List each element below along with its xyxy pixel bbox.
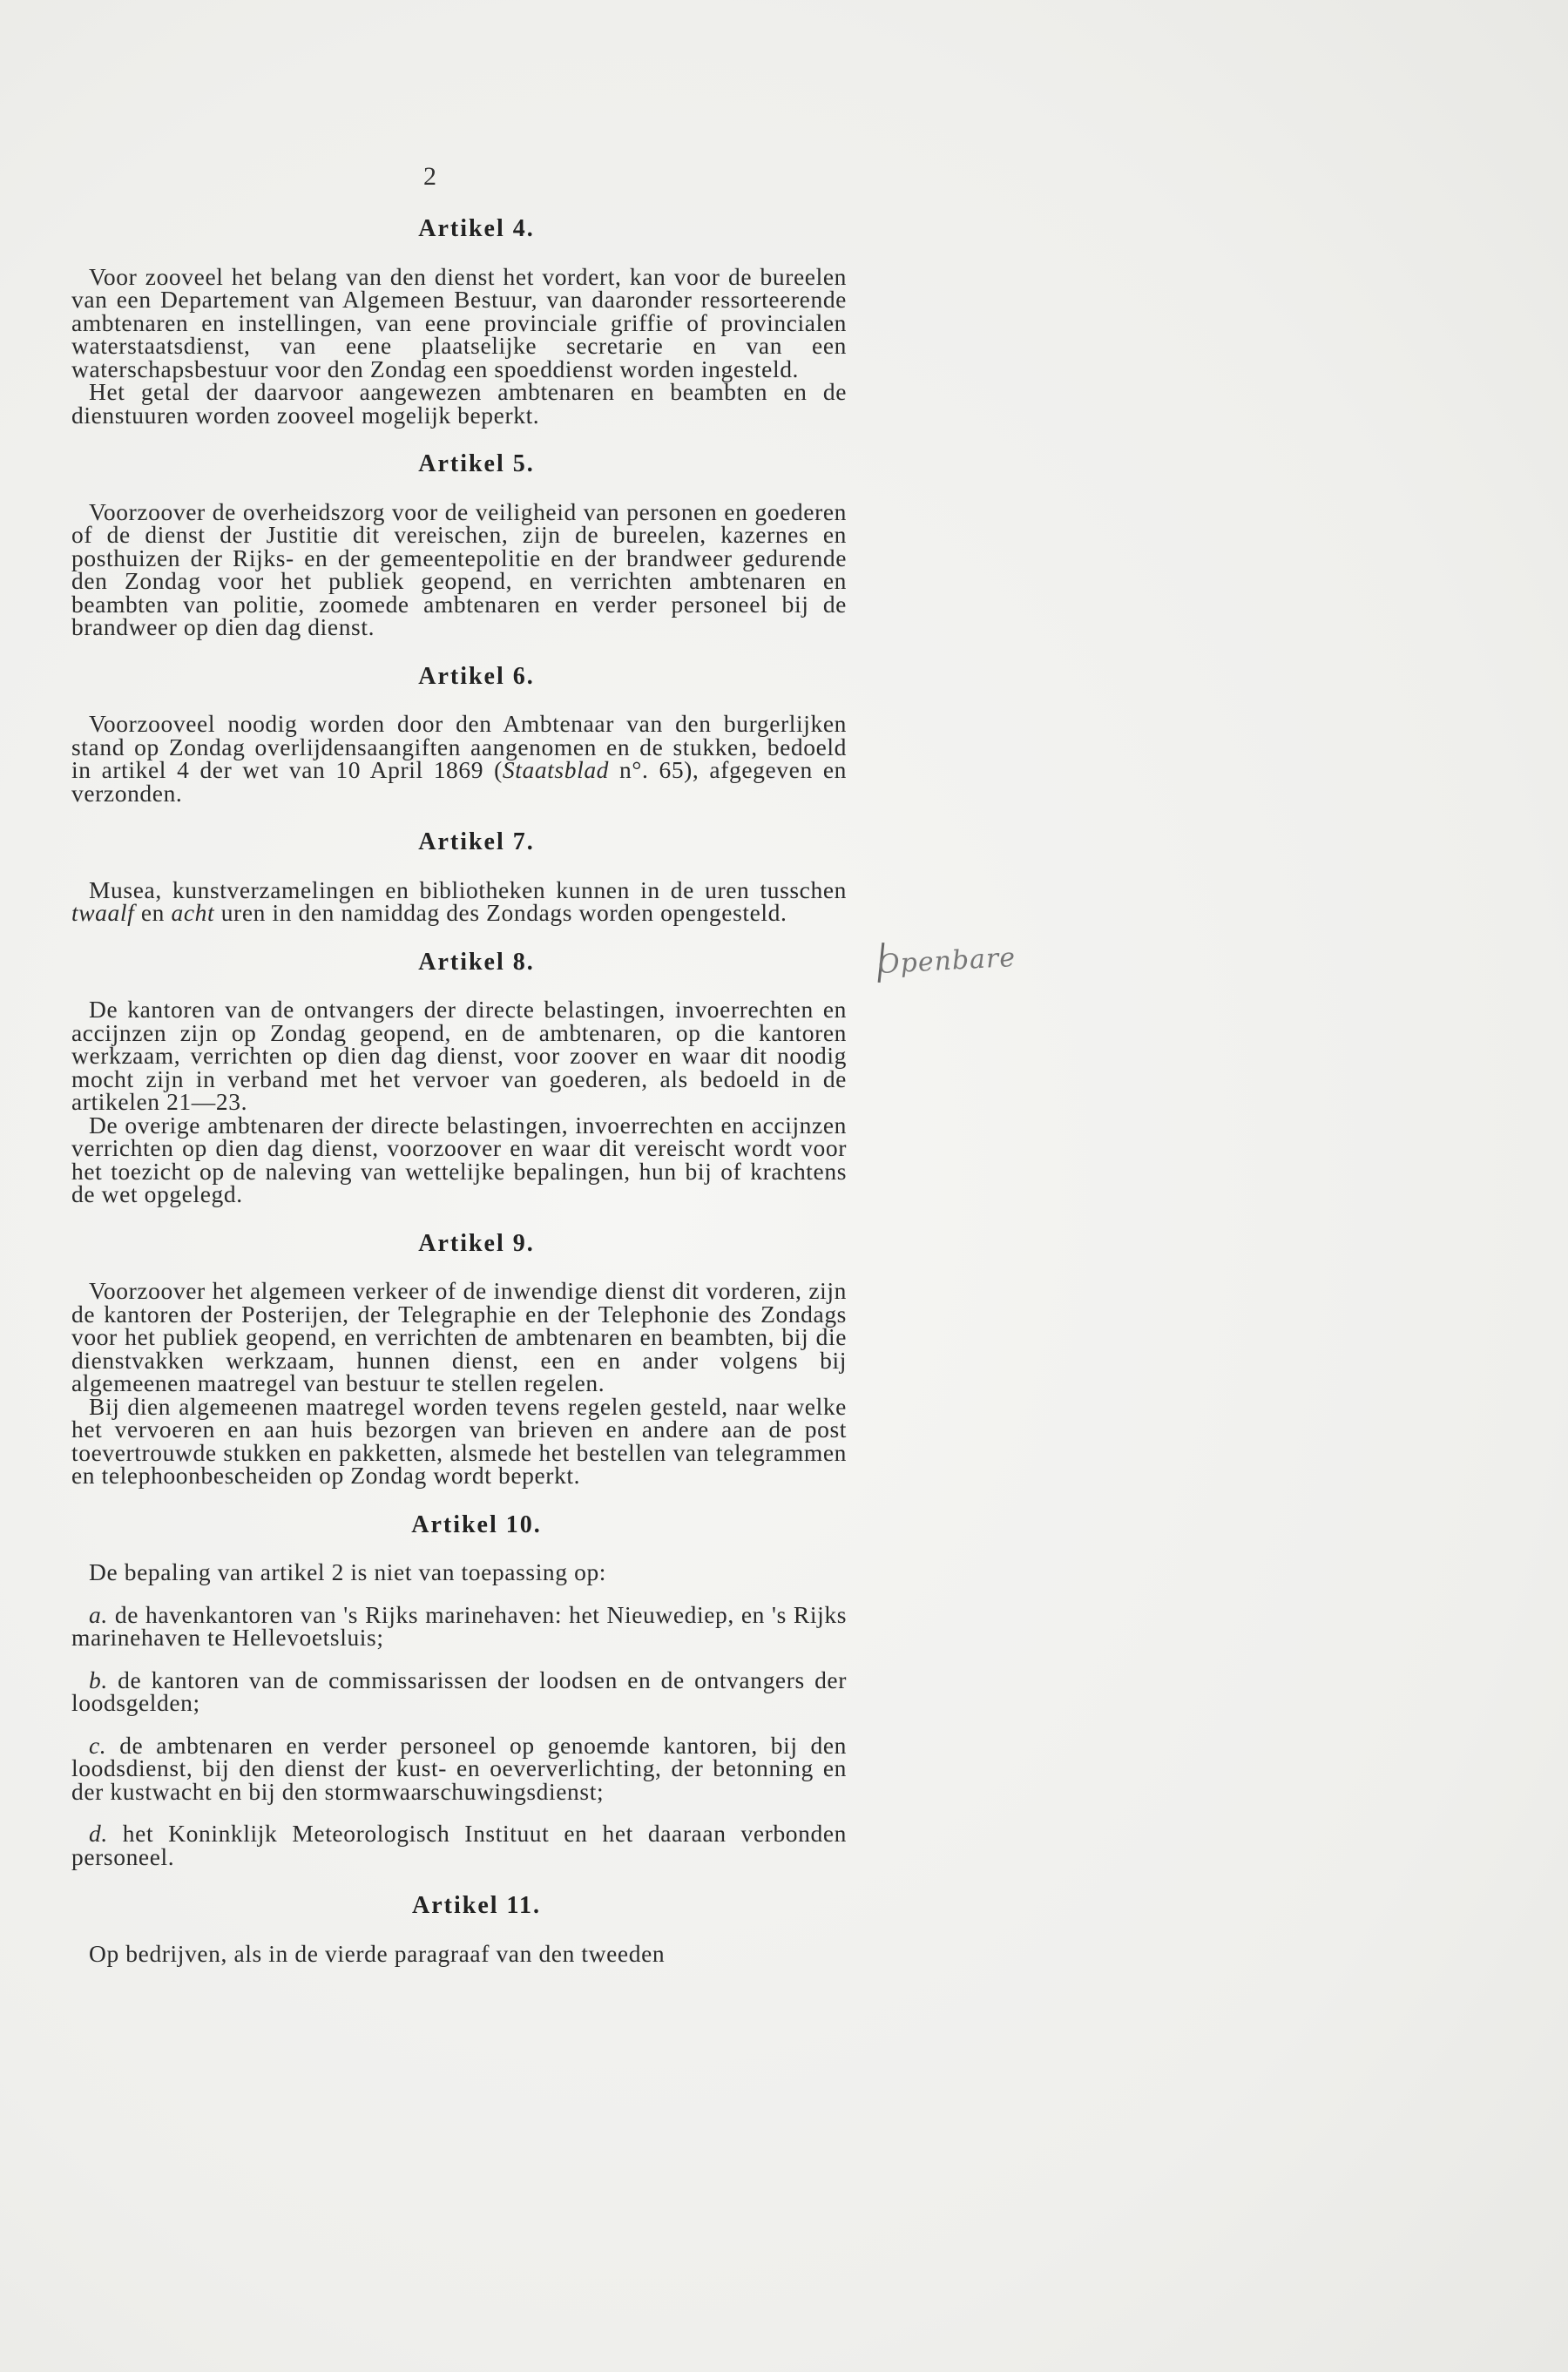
list-text: de havenkantoren van 's Rijks marinehaven: het Nieuwediep, en 's Rijks marinehaven te Hellevoetsluis; xyxy=(71,1600,847,1651)
article-10 xyxy=(71,1510,847,1870)
article-paragraph xyxy=(71,710,847,807)
text-run: uren in den namiddag des Zondags worden opengesteld. xyxy=(214,899,787,926)
list-letter: a. xyxy=(89,1600,108,1628)
article-paragraph: Voor zooveel het belang van den dienst het vordert, kan voor de bureelen van een Departement van Algemeen Bestuur, van daaronder ressorteerende ambtenaren en instellingen, van eene provinciale griffie of provincialen waterstaatsdienst, van eene plaatselijke secretarie en van een waterschapsbestuur voor den Zondag een spoeddienst worden ingesteld. xyxy=(71,262,847,382)
article-heading: Artikel 4. xyxy=(418,215,535,242)
page-number: 2 xyxy=(423,162,436,191)
article-paragraph: Het getal der daarvoor aangewezen ambtenaren en beambten en de dienstuuren worden zooveel mogelijk beperkt. xyxy=(71,378,847,429)
article-heading: Artikel 10. xyxy=(411,1510,542,1538)
italic-term: Staatsblad xyxy=(502,756,610,783)
article-heading: Artikel 8. xyxy=(418,948,535,976)
article-paragraph: Bij dien algemeenen maatregel worden tevens regelen gesteld, naar welke het vervoeren en aan huis bezorgen van brieven en andere aan de post toevertrouwde stukken en pakketten, alsmede het bestellen van telegrammen en telephoonbescheiden op Zondag wordt beperkt. xyxy=(71,1392,847,1489)
article-paragraph xyxy=(71,875,847,926)
article-5 xyxy=(71,450,847,640)
article-paragraph: Voorzoover de overheidszorg voor de veiligheid van personen en goederen of de dienst der Justitie dit vereischen, zijn de bureelen, kazernes en posthuizen der Rijks- en der gemeentepolitie en der brandweer gedurende den Zondag voor het publiek geopend, en verrichten ambtenaren en beambten van politie, zoomede ambtenaren en verder personeel bij de brandweer op dien dag dienst. xyxy=(71,497,847,640)
list-letter: b. xyxy=(89,1666,108,1693)
list-item xyxy=(71,1822,847,1869)
article-intro: De bepaling van artikel 2 is niet van toepassing op: xyxy=(89,1558,607,1585)
article-paragraph: De kantoren van de ontvangers der directe belastingen, invoerrechten en accijnzen zijn op Zondag geopend, en de ambtenaren, op die kantoren werkzaam, verrichten op dien dag dienst, voor zoover en waar dit noodig mocht zijn in verband met het vervoer van goederen, als bedoeld in de artikelen 21—23. xyxy=(71,996,847,1115)
handwritten-note: Openbare xyxy=(877,942,1017,981)
article-8 xyxy=(71,948,847,1207)
article-6 xyxy=(71,662,847,807)
list-item xyxy=(71,1666,847,1716)
article-heading: Artikel 6. xyxy=(418,662,535,690)
text-run: Musea, kunstverzamelingen en bibliotheken kunnen in de uren tusschen xyxy=(89,875,847,903)
list-letter: c. xyxy=(89,1731,107,1759)
list-text: de ambtenaren en verder personeel op genoemde kantoren, bij den loodsdienst, bij den dienst der kust- en oeververlichting, der betonning en der kustwacht en bij den stormwaarschuwingsdienst; xyxy=(71,1731,847,1805)
article-heading: Artikel 7. xyxy=(418,828,535,855)
article-heading: Artikel 11. xyxy=(412,1892,541,1919)
text-run: n°. 65), afgegeven en verzonden. xyxy=(71,756,847,807)
article-paragraph: De overige ambtenaren der directe belastingen, invoerrechten en accijnzen verrichten op dien dag dienst, voorzoover en waar dit vereischt wordt voor het toezicht op de naleving van wettelijke bepalingen, hun bij of krachtens de wet opgelegd. xyxy=(71,1111,847,1207)
article-paragraph: Op bedrijven, als in de vierde paragraaf van den tweeden xyxy=(89,1939,666,1967)
list-text: het Koninklijk Meteorologisch Instituut en het daaraan verbonden personeel. xyxy=(71,1820,847,1870)
document-body xyxy=(71,215,847,1991)
text-run: Voorzooveel noodig worden door den Ambtenaar van den burgerlijken stand op Zondag overlijdensaangiften aangenomen en de stukken, bedoeld in artikel 4 der wet van 10 April 1869 ( xyxy=(71,710,847,783)
list-text: de kantoren van de commissarissen der loodsen en de ontvangers der loodsgelden; xyxy=(71,1666,847,1716)
article-4 xyxy=(71,215,847,429)
article-11 xyxy=(71,1892,847,1967)
list-letter: d. xyxy=(89,1820,108,1847)
article-9 xyxy=(71,1229,847,1489)
text-run: en xyxy=(134,899,172,926)
italic-term: twaalf xyxy=(71,899,135,926)
list-item xyxy=(71,1600,847,1651)
italic-term: acht xyxy=(171,899,215,926)
article-heading: Artikel 9. xyxy=(418,1229,535,1257)
list-item xyxy=(71,1731,847,1805)
article-paragraph: Voorzoover het algemeen verkeer of de inwendige dienst dit vorderen, zijn de kantoren der Posterijen, der Telegraphie en der Telephonie des Zondags voor het publiek geopend, en verrichten de ambtenaren en beambten, bij die dienstvakken werkzaam, hunnen dienst, een en ander volgens bij algemeenen maatregel van bestuur te stellen regelen. xyxy=(71,1277,847,1396)
article-7 xyxy=(71,828,847,926)
article-heading: Artikel 5. xyxy=(418,450,535,477)
